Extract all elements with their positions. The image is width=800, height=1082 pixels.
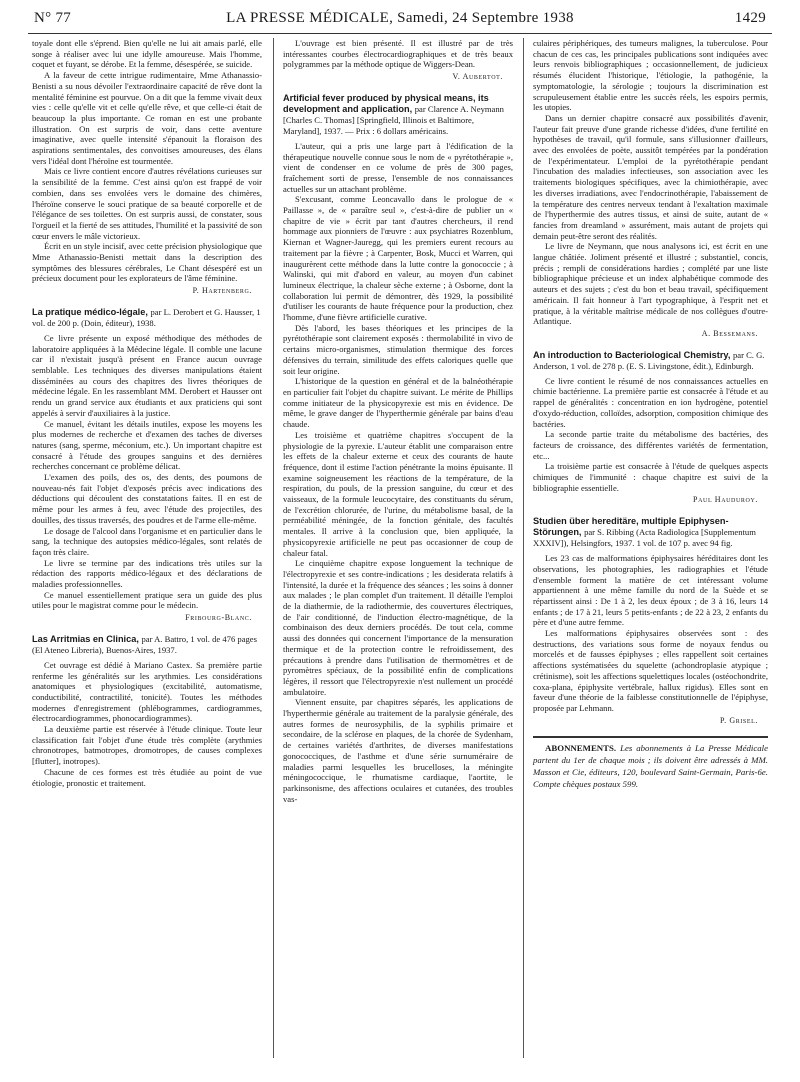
- column-3: [533, 38, 768, 790]
- paragraph: Écrit en un style incisif, avec cette précision physiologique que Mme Athanassio-Benisti mettait dans la description des symptômes des blessures cérébrales, Le Chant désespéré est un précieux document pour les explorateurs de l'âme féminine.: [32, 241, 262, 284]
- review-heading: [283, 93, 513, 137]
- paragraph: Chacune de ces formes est très étudiée au point de vue étiologie, pronostic et traitement.: [32, 766, 262, 788]
- reviewer-signature: A. Bessemans.: [701, 328, 758, 338]
- review-meta: par Clarence A. Neymann [Charles C. Thomas] [Springfield, Illinois et Baltimore, Maryland], 1937. — Prix : 6 dollars américains.: [283, 103, 504, 136]
- page-header: [28, 6, 772, 30]
- review-title: Las Arritmias en Clinica,: [32, 633, 139, 644]
- paragraph: A la faveur de cette intrigue rudimentaire, Mme Athanassio-Benisti a su nous dévoiler l'extraordinaire capacité de rêve dont la mentalité féminine est pourvue. On a dit que la femme vivait deux vies : celle qu'elle vit et celle qu'elle rêve, et que celle-ci était de beaucoup la plus importante. Ce roman en est une probante illustration. On est surpris de voir, dans cette aventure imaginative, avec quelle intensité s'épanouit la floraison des aspirations sentimentales, des convoitises amoureuses, des élans vers l'idéal dont l'héroïne est tourmentée.: [32, 70, 262, 166]
- paragraph: Le cinquième chapitre expose longuement la technique de l'électropyrexie et ses contre-indications ; les desiderata relatifs à l'intensité, la durée et la fréquence des séances ; les soins à donner aux malades ; le plan complet d'un traitement. Il détaille l'emploi de la diathermie, de la radiothermie, des couvertures électriques, de l'air conditionné, de l'induction électro-magnétique, de la combinaison des deux derniers procédés. De tout cela, comme aussi des données qui concernent l'importance de la mensuration thermique et de la protection contre le refroidissement, des précautions à prendre dans l'utilisation de thermomètres et de pyromètres spéciaux, de la possibilité enfin de complications légères, il ressort que l'électropyrexie n'est nullement un procédé ambulatoire.: [283, 558, 513, 697]
- paragraph: Le livre se termine par des indications très utiles sur la rédaction des rapports médico-légaux et des déclarations de maladies professionnelles.: [32, 557, 262, 590]
- page-number: 1429: [734, 10, 766, 26]
- paragraph: L'auteur, qui a pris une large part à l'édification de la thérapeutique nouvelle connue sous le nom de « pyrétothérapie », vient de condenser en ce volume de près de 300 pages, fraîchement sorti de presse, l'ensemble de nos connaissances actuelles sur un attachant problème.: [283, 140, 513, 194]
- review-heading: [533, 350, 768, 372]
- review-meta: par L. Derobert et G. Hausser, 1 vol. de 200 p. (Doin, éditeur), 1938.: [32, 306, 261, 328]
- paragraph: Le dosage de l'alcool dans l'organisme et en particulier dans le sang, la technique des autopsies médico-légales, sont relatés de façon très claire.: [32, 525, 262, 557]
- subscription-text: Les abonnements à La Presse Médicale partent du 1er de chaque mois ; ils doivent être adressés à MM. Masson et Cie, éditeurs, 120, boulevard Saint-Germain, Paris-6e. Compte chèques postaux 599.: [533, 743, 768, 790]
- review-heading: [533, 516, 768, 549]
- header-rule: [28, 33, 772, 34]
- paragraph: Viennent ensuite, par chapitres séparés, les applications de l'hyperthermie générale au traitement de la paralysie générale, des autres formes de neurosyphilis, de la syphilis primaire et secondaire, de la sclérose en plaques, de la chorée de Sydenham, de certaines variétés d'arthrites, de diverses manifestations gonococciques, de l'asthme et d'une série surnuméraire de maladies parmi lesquelles les brucelloses, la méningite méningococcique, le rhumatisme cardiaque, l'aortite, le parkinsonisme, des affections oculaires et cutanées, des troubles vas-: [283, 697, 513, 804]
- paragraph: Les troisième et quatrième chapitres s'occupent de la physiologie de la pyrexie. L'auteur établit une comparaison entre les effets de la chaleur externe et ceux des courants de haute fréquence, dont il estime l'action pénétrante la moins épuisante. Il examine soigneusement les réactions de la température, de la respiration, du pouls, de la pression sanguine, du cœur et des vaisseaux, de la formule leucocytaire, des constituants du sérum, de l'excrétion chlorurée, de l'urine, du métabolisme basal, de la perméabilité méningée, de la fonction génitale, des facultés mentales. Il arrive à la conclusion que, bien appliquée, la physicopyrexie artificielle ne peut pas occasionner de coup de chaleur fatal.: [283, 429, 513, 558]
- subscription-label: ABONNEMENTS.: [545, 743, 617, 754]
- notice-rule: [533, 736, 768, 738]
- paragraph: toyale dont elle s'éprend. Bien qu'elle ne lui ait amais parlé, elle songe à réaliser avec lui une idylle amoureuse. Mais l'homme, coquet et fuyant, se dérobe. Et la femme, désespérée, se suicide.: [32, 38, 262, 70]
- column-1: [32, 38, 262, 788]
- reviewer-signature: V. Aubertot.: [452, 72, 503, 82]
- paragraph: Dans un dernier chapitre consacré aux possibilités d'avenir, l'auteur fait preuve d'une grande richesse d'idées, d'une fertilité en hypothèses de travail, qu'il formule, sans s'illusionner d'ailleurs, avec des envolées de poète, aussitôt tempérées par la pondération de l'expérimentateur. L'emploi de la pyrétothérapie pendant l'incubation des maladies infectieuses, son association avec les traitements biologiques spécifiques, avec la chimiothérapie, avec les diverses irradiations, avec l'endocrinothérapie, l'abaissement de la température des centres nerveux tendant à l'exaltation maximale de l'hyperthermie des autres tissus, et ainsi de suite, autant de « fancies from dreamland » assurément, mais autant de projets qui demain peut-être seront des réalités.: [533, 112, 768, 241]
- review-title: Artificial fever produced by physical means, its development and application,: [283, 92, 489, 114]
- paragraph: La deuxième partie est réservée à l'étude clinique. Toute leur classification fait l'objet d'une étude très complète (arythmies chronotropes, batmotropes, dromotropes, de causes complexes [flutter], inotropes).: [32, 724, 262, 767]
- paragraph: La seconde partie traite du métabolisme des bactéries, des facteurs de croissance, des différentes variétés de fermentation, etc...: [533, 429, 768, 461]
- paragraph: culaires périphériques, des tumeurs malignes, la tuberculose. Pour chacun de ces cas, les principales publications sont indiquées avec leurs renvois bibliographiques ; occasionnellement, de judicieux résumés élucident l'historique, l'étiologie, la pathogénie, la symptomatologie, la sérologie ; toujours la discrimination est scrupuleusement établie entre les succès réels, les espoirs permis, les utopies.: [533, 38, 768, 113]
- review-title: La pratique médico-légale,: [32, 306, 148, 317]
- paragraph: L'historique de la question en général et de la balnéothérapie en particulier fait l'objet du chapitre suivant. Le mérite de Phillips comme initiateur de la physicopyrexie est mis en évidence. De même, le grave danger de l'hyperthermie générale par bains d'eau chaude.: [283, 376, 513, 430]
- subscription-notice: [533, 742, 768, 790]
- issue-number: N° 77: [34, 10, 72, 26]
- paragraph: S'excusant, comme Leoncavallo dans le prologue de « Paillasse », de « paraître seul », c'est-à-dire de publier un « chapitre de vie » écrit par tant d'autres chercheurs, il rend hommage aux pionniers de l'œuvre : aux psychiatres Rozenblum, Kiernan et Wagner-Jauregg, qui les premiers eurent recours au traitement par la fièvre ; à Carpenter, Bosk, Mucci et Warren, qui inaugurèrent cette méthode dans la lutte contre la gonococcie ; à Walinski, qui mit d'abord en valeur, au moyen d'un cabinet lumineux électrique, la chaleur sèche externe ; à Osborne, dont la collaboration lui permit de démontrer, dès 1929, la possibilité d'utiliser les courants de haute fréquence pour la production, chez l'homme, d'une fièvre artificielle curative.: [283, 194, 513, 323]
- review-meta: par C. G. Anderson, 1 vol. de 278 p. (E. S. Livingstone, édit.), Edinburgh.: [533, 349, 765, 371]
- paragraph: Dès l'abord, les bases théoriques et les principes de la pyrétothérapie sont clairement exposés : thermolabilité in vivo de certains micro-organismes, stimulation thermique des forces défensives du terrain, similitude des effets caloriques quelle que soit leur origine.: [283, 322, 513, 376]
- column-divider-2: [523, 38, 524, 1058]
- paragraph: Cet ouvrage est dédié à Mariano Castex. Sa première partie renferme les généralités sur les arythmies. Les considérations anatomiques et physiologiques (excitabilité, automatisme, conductibilité, contractilité, tonicité). Toutes les méthodes modernes d'enregistrement (phlébogrammes, cardiogrammes, électrocardiogrammes, phonocardiogrammes).: [32, 659, 262, 724]
- column-2: [283, 38, 513, 804]
- review-meta: par S. Ribbing (Acta Radiologica [Supplementum XXXIV]), Helsingfors, 1937. 1 vol. de 107 p. avec 94 fig.: [533, 527, 756, 549]
- paragraph: La troisième partie est consacrée à l'étude de quelques aspects chimiques de l'immunité : chaque chapitre est suivi de la bibliographie essentielle.: [533, 461, 768, 493]
- reviewer-signature: Fribourg-Blanc.: [185, 613, 252, 623]
- paragraph: Les 23 cas de malformations épiphysaires héréditaires dont les observations, les photographies, les radiographies et l'étude d'ensemble forment la matière de cet intéressant volume appartiennent à une même famille du nord de la Suède et se répartissent ainsi : De 1 à 2, les deux époux ; de 3 à 16, leurs 14 enfants ; de 17 à 21, leurs 5 petits-enfants ; de 22 à 23, 2 enfants du père et d'une autre femme.: [533, 553, 768, 628]
- paragraph: Ce manuel essentiellement pratique sera un guide des plus utiles pour le magistrat comme pour le médecin.: [32, 589, 262, 611]
- paragraph: Mais ce livre contient encore d'autres révélations curieuses sur la sensibilité de la femme. C'est ainsi qu'on est frappé de voir combien, dans ses envolées vers le domaine des chimères, l'héroïne conserve le souci pratique de sa beauté corporelle et de l'élégance de ses toilettes. On est surpris aussi, de constater, sous l'orgueil et la fierté de ses attitudes, l'humilité et la passivité de son cœur envers le mâle victorieux.: [32, 166, 262, 241]
- paragraph: Les malformations épiphysaires observées sont : des destructions, des variations sous forme de noyaux fendus ou morcelés et de fausses épiphyses ; elles rappellent soit certaines affections systématisées du squelette (achondroplasie atypique ; crétinisme), soit les affections squelettiques locales (ostéochondrite, coxa-plana, épiphysite vertébrale, hallux rigidus). Elles sont en faveur d'une théorie de la faiblesse constitutionnelle de l'épiphyse, proposée par Lehmann.: [533, 628, 768, 713]
- paragraph: L'examen des poils, des os, des dents, des poumons de nouveau-nés fait l'objet d'exposés précis avec indications des déductions qui découlent des constatations faites. Il en est de même pour les armes à feu, avec l'étude des projectiles, des douilles, des tissus traversés, des poudres et de l'arme elle-même.: [32, 472, 262, 525]
- reviewer-signature: P. Hartenberg.: [192, 286, 252, 296]
- review-title: An introduction to Bacteriological Chemistry,: [533, 349, 731, 360]
- paragraph: Ce manuel, évitant les détails inutiles, expose les moyens les plus modernes de recherche et d'examen des taches de diverses natures (sang, sperme, méconium, etc.). Un important chapitre est consacré à l'étude des groupes sanguins et des dernières recherches concernant ce problème délicat.: [32, 418, 262, 472]
- review-meta: par A. Battro, 1 vol. de 476 pages (El Ateneo Libreria), Buenos-Aires, 1937.: [32, 633, 257, 655]
- review-heading: [32, 307, 262, 329]
- column-divider-1: [273, 38, 274, 1058]
- paragraph: Ce livre présente un exposé méthodique des méthodes de laboratoire appliquées à la Médecine légale. Il comble une lacune car il n'existait jusqu'à présent en France aucun ouvrage semblable. Les techniques des diverses manipulations étaient disséminées au cours des chapitres des livres théoriques de médecine légale. En les rassemblant MM. Derobert et Hausser ont rendu un grand service aux étudiants et aux praticiens qui sont appelés à servir d'auxiliaires à la justice.: [32, 332, 262, 418]
- reviewer-signature: P. Grisel.: [719, 715, 758, 725]
- reviewer-signature: Paul Hauduroy.: [693, 495, 758, 505]
- review-heading: [32, 634, 262, 656]
- journal-title: LA PRESSE MÉDICALE, Samedi, 24 Septembre 1938: [226, 10, 574, 26]
- paragraph: L'ouvrage est bien présenté. Il est illustré par de très intéressantes courbes électrocardiographiques et de très beaux polygrammes par la méthode optique de Wiggers-Dean.: [283, 38, 513, 70]
- paragraph: Ce livre contient le résumé de nos connaissances actuelles en chimie bactérienne. La première partie est consacrée à l'étude et au rappel de généralités : concentration en ion hydrogène, potentiel d'oxydo-réduction, colloïdes, adsorption, composition chimique des bactéries.: [533, 375, 768, 429]
- paragraph: Le livre de Neymann, que nous analysons ici, est écrit en une langue châtiée. Joliment présenté et illustré ; substantiel, concis, précis ; rempli de considérations hardies ; complété par une liste bibliographique précieuse et un index alphabétique commode des auteurs et des sujets ; c'est du bon et beau travail, spécifiquement américain. Il fait honneur à l'art typographique, à l'esprit net et pratique, à la véritable maîtrise médicale de nos collègues d'outre-Atlantique.: [533, 241, 768, 327]
- review-title: Studien über hereditäre, multiple Epiphysen-Störungen,: [533, 516, 729, 538]
